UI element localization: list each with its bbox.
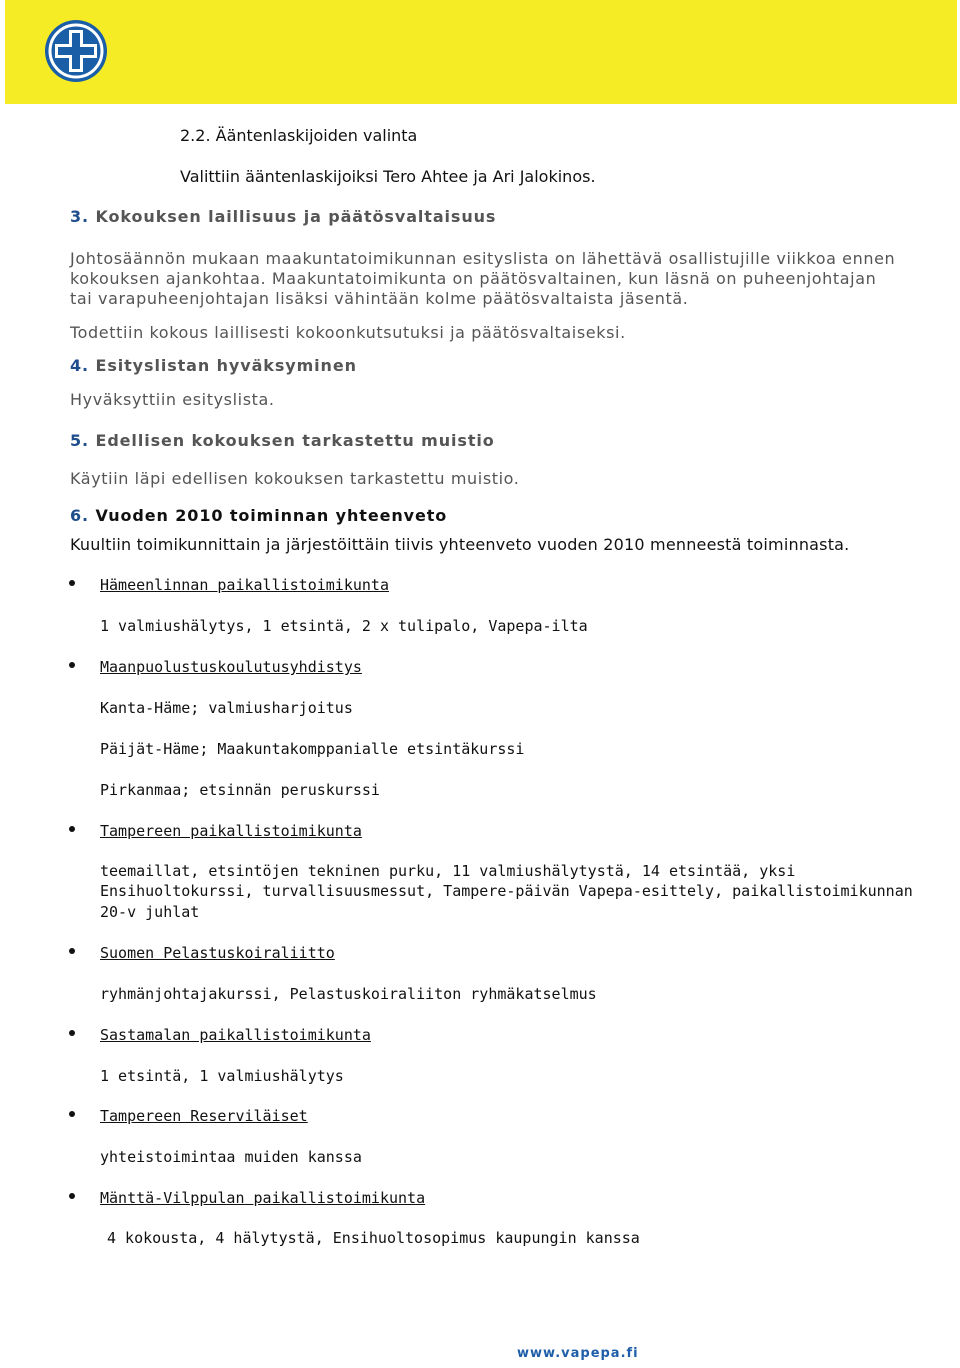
footer-url: www.vapepa.fi bbox=[517, 1346, 639, 1361]
section-title: Edellisen kokouksen tarkastettu muistio bbox=[95, 431, 495, 450]
list-item-detail: 1 valmiushälytys, 1 etsintä, 2 x tulipalo, Vapepa-ilta bbox=[100, 617, 588, 635]
list-item-title: Sastamalan paikallistoimikunta bbox=[100, 1026, 371, 1044]
list-item-detail: 1 etsintä, 1 valmiushälytys bbox=[100, 1067, 344, 1085]
section-number: 5. bbox=[70, 431, 90, 450]
bullet bbox=[69, 948, 75, 954]
list-item-title: Hämeenlinnan paikallistoimikunta bbox=[100, 576, 389, 594]
list-item-title: Tampereen Reserviläiset bbox=[100, 1107, 308, 1125]
bullet bbox=[69, 826, 75, 832]
section-heading-4 bbox=[70, 356, 357, 376]
list-item-title: Tampereen paikallistoimikunta bbox=[100, 822, 362, 840]
paragraph-line: tai varapuheenjohtajan lisäksi vähintään kolme päätösvaltaista jäsentä. bbox=[70, 289, 689, 308]
bullet bbox=[69, 662, 75, 668]
section-title: Vuoden 2010 toiminnan yhteenveto bbox=[95, 506, 448, 525]
section-heading-3 bbox=[70, 207, 496, 227]
header-band bbox=[5, 0, 957, 104]
paragraph: Todettiin kokous laillisesti kokoonkutsutuksi ja päätösvaltaiseksi. bbox=[70, 323, 626, 342]
paragraph-line: Johtosäännön mukaan maakuntatoimikunnan esityslista on lähettävä osallistujille viikkoa ennen bbox=[70, 249, 896, 268]
list-item-detail: 4 kokousta, 4 hälytystä, Ensihuoltosopimus kaupungin kanssa bbox=[107, 1229, 640, 1247]
section-title: Esityslistan hyväksyminen bbox=[95, 356, 357, 375]
bullet bbox=[69, 580, 75, 586]
section-number: 6. bbox=[70, 506, 90, 525]
list-item-detail: Päijät-Häme; Maakuntakomppanialle etsintäkurssi bbox=[100, 740, 525, 758]
list-item-detail: 20-v juhlat bbox=[100, 903, 200, 921]
list-item-detail: Kanta-Häme; valmiusharjoitus bbox=[100, 699, 353, 717]
bullet bbox=[69, 1111, 75, 1117]
list-item-title: Maanpuolustuskoulutusyhdistys bbox=[100, 658, 362, 676]
section-heading-2-2: 2.2. Ääntenlaskijoiden valinta bbox=[180, 126, 418, 145]
bullet bbox=[69, 1193, 75, 1199]
list-item-detail: yhteistoimintaa muiden kanssa bbox=[100, 1148, 362, 1166]
section-heading-6 bbox=[70, 506, 447, 526]
section-number: 3. bbox=[70, 207, 90, 226]
section-title: Kokouksen laillisuus ja päätösvaltaisuus bbox=[95, 207, 497, 226]
paragraph: Käytiin läpi edellisen kokouksen tarkastettu muistio. bbox=[70, 469, 520, 488]
bullet bbox=[69, 1030, 75, 1036]
paragraph: Hyväksyttiin esityslista. bbox=[70, 390, 275, 409]
section-heading-5 bbox=[70, 431, 495, 451]
list-item-detail: Ensihuoltokurssi, turvallisuusmessut, Tampere-päivän Vapepa-esittely, paikallistoimikunnan bbox=[100, 882, 913, 900]
paragraph: Kuultiin toimikunnittain ja järjestöittäin tiivis yhteenveto vuoden 2010 menneestä toiminnasta. bbox=[70, 535, 850, 554]
list-item-title: Suomen Pelastuskoiraliitto bbox=[100, 944, 335, 962]
paragraph: Valittiin ääntenlaskijoiksi Tero Ahtee ja Ari Jalokinos. bbox=[180, 167, 596, 186]
section-number: 4. bbox=[70, 356, 90, 375]
list-item-detail: teemaillat, etsintöjen tekninen purku, 11 valmiushälytystä, 14 etsintää, yksi bbox=[100, 862, 796, 880]
list-item-detail: ryhmänjohtajakurssi, Pelastuskoiraliiton ryhmäkatselmus bbox=[100, 985, 597, 1003]
list-item-detail: Pirkanmaa; etsinnän peruskurssi bbox=[100, 781, 380, 799]
list-item-title: Mänttä-Vilppulan paikallistoimikunta bbox=[100, 1189, 426, 1207]
white-cross-on-blue-circle-icon bbox=[44, 19, 108, 83]
paragraph-line: kokouksen ajankohtaa. Maakuntatoimikunta on päätösvaltainen, kun läsnä on puheenjohtajan bbox=[70, 269, 877, 288]
